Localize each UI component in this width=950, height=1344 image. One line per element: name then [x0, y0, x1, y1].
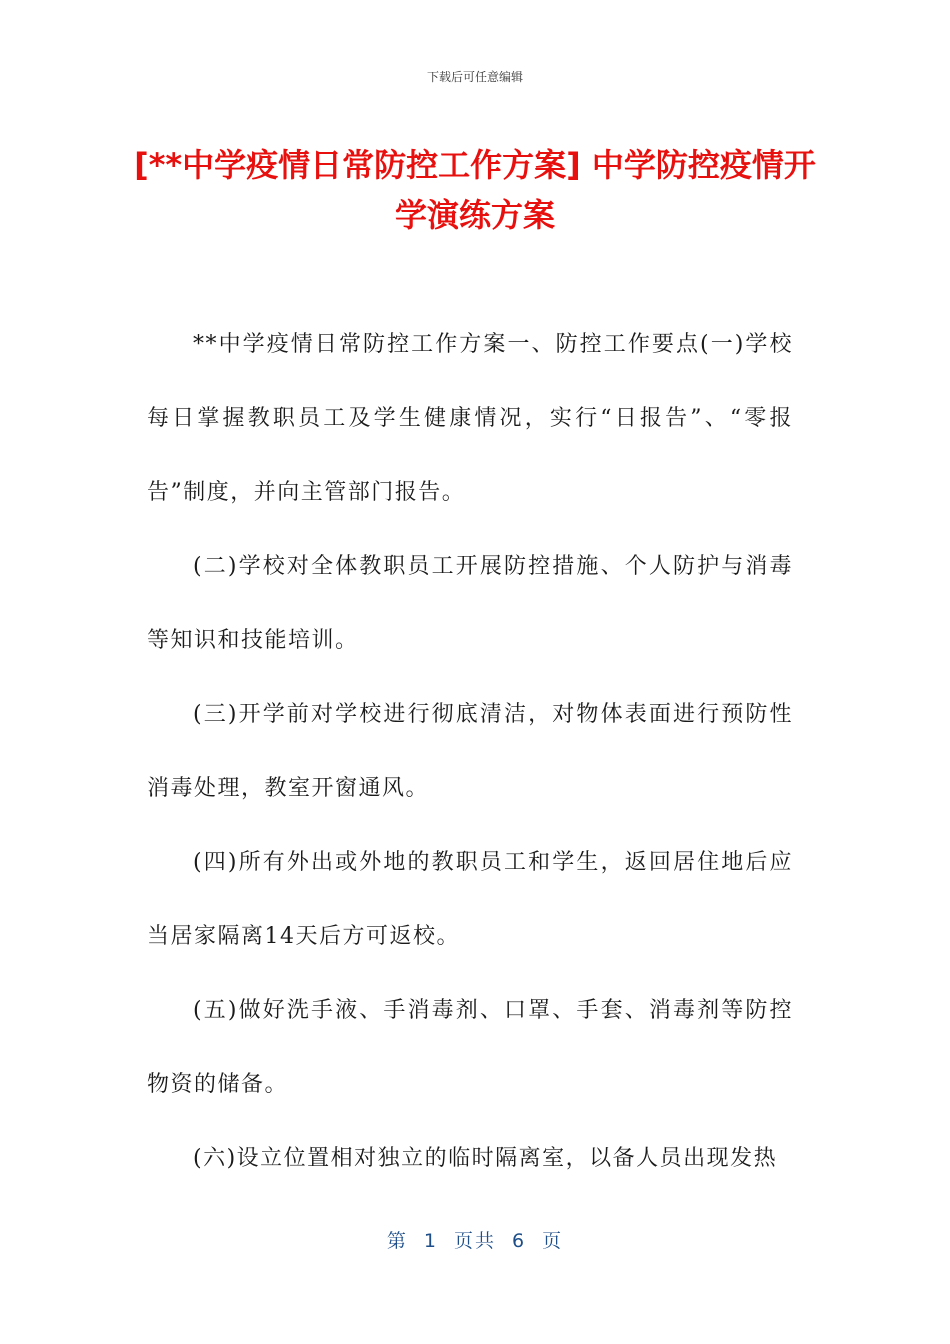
- footer-suffix: 页: [542, 1230, 564, 1252]
- paragraph: (六)设立位置相对独立的临时隔离室，以备人员出现发热: [193, 1146, 778, 1171]
- paragraph: **中学疫情日常防控工作方案一、防控工作要点(一)学校每日掌握教职员工及学生健康情况，实行“日报告”、“零报告”制度，并向主管部门报告。: [147, 332, 793, 505]
- document-title: [**中学疫情日常防控工作方案] 中学防控疫情开学演练方案: [134, 146, 816, 234]
- paragraph: (四)所有外出或外地的教职员工和学生，返回居住地后应当居家隔离14天后方可返校。: [147, 850, 793, 949]
- paragraph: (五)做好洗手液、手消毒剂、口罩、手套、消毒剂等防控物资的储备。: [147, 998, 793, 1097]
- header-note: 下载后可任意编辑: [426, 70, 523, 84]
- footer-prefix: 第: [386, 1230, 408, 1252]
- footer-page-number: 1: [423, 1230, 438, 1252]
- footer-mid: 页共: [453, 1230, 496, 1252]
- paragraph: (三)开学前对学校进行彻底清洁，对物体表面进行预防性消毒处理，教室开窗通风。: [147, 702, 793, 801]
- paragraph: (二)学校对全体教职员工开展防控措施、个人防护与消毒等知识和技能培训。: [147, 554, 793, 653]
- page-footer: [0, 1226, 950, 1253]
- document-body: [147, 308, 793, 1196]
- footer-total-pages: 6: [512, 1230, 527, 1252]
